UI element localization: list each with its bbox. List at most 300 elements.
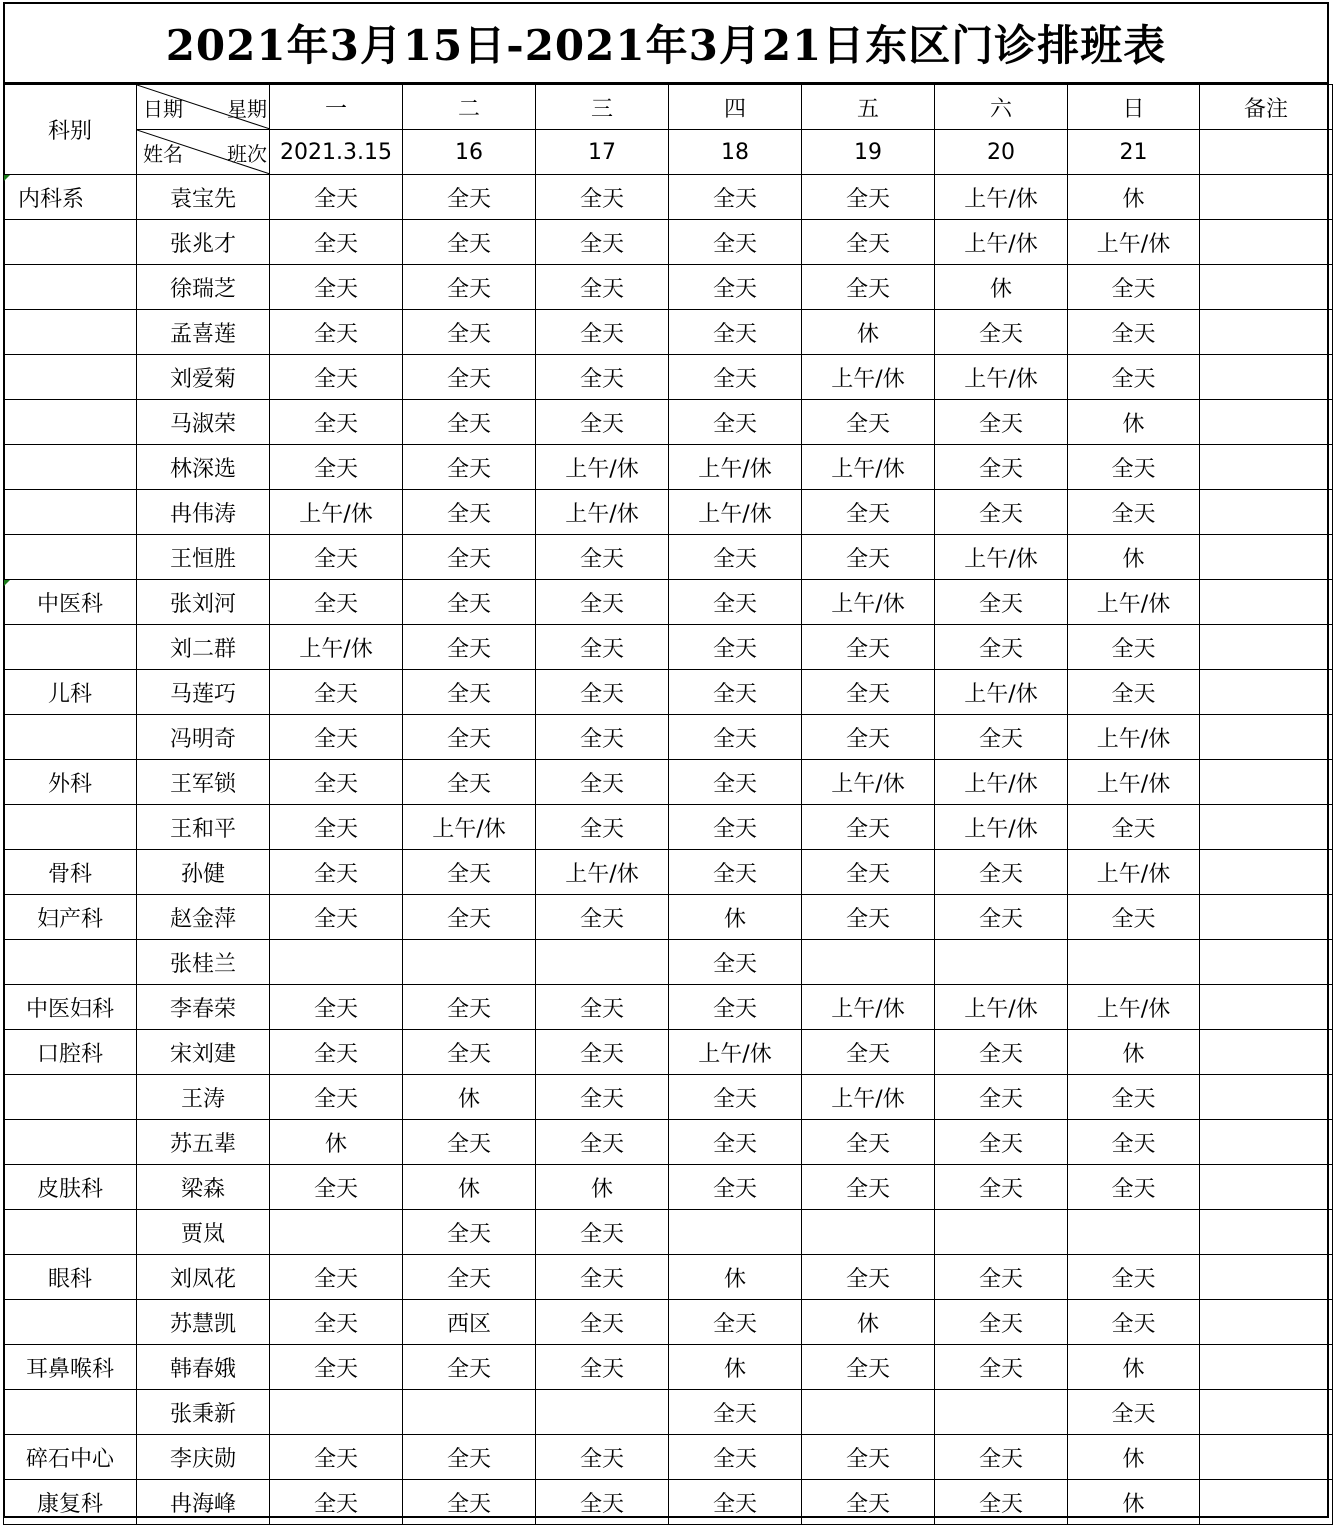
- shift-cell: 上午/休: [1068, 985, 1200, 1030]
- remark-cell: [1200, 1390, 1333, 1435]
- shift-cell: 上午/休: [403, 805, 536, 850]
- date-header: 16: [403, 130, 536, 175]
- shift-cell: 全天: [935, 625, 1068, 670]
- weekday-header: 五: [802, 85, 935, 130]
- name-cell: 苏五辈: [137, 1120, 270, 1165]
- header-row-weekdays: [4, 85, 1333, 130]
- weekday-label: 星期: [227, 97, 267, 121]
- shift-cell: [802, 1210, 935, 1255]
- remark-cell: [1200, 220, 1333, 265]
- shift-cell: 全天: [1068, 1300, 1200, 1345]
- shift-cell: 休: [802, 1300, 935, 1345]
- name-label: 姓名: [143, 142, 183, 166]
- shift-cell: 全天: [270, 355, 403, 400]
- table-row: [4, 1255, 1333, 1300]
- dept-cell: 妇产科: [4, 895, 137, 940]
- shift-cell: 全天: [270, 1300, 403, 1345]
- shift-cell: 全天: [403, 490, 536, 535]
- shift-cell: 全天: [669, 1075, 802, 1120]
- shift-cell: [536, 1390, 669, 1435]
- shift-cell: 休: [1068, 175, 1200, 220]
- weekday-header: 日: [1068, 85, 1200, 130]
- shift-cell: 上午/休: [935, 220, 1068, 265]
- shift-cell: 全天: [935, 1030, 1068, 1075]
- dept-cell: 中医妇科: [4, 985, 137, 1030]
- table-row: [4, 1345, 1333, 1390]
- shift-cell: 全天: [935, 1480, 1068, 1525]
- shift-cell: [536, 940, 669, 985]
- table-row: [4, 625, 1333, 670]
- shift-cell: 全天: [536, 760, 669, 805]
- name-cell: 张桂兰: [137, 940, 270, 985]
- shift-cell: 全天: [935, 490, 1068, 535]
- shift-cell: [403, 1390, 536, 1435]
- shift-cell: 全天: [935, 580, 1068, 625]
- name-cell: 孟喜莲: [137, 310, 270, 355]
- shift-cell: 上午/休: [802, 760, 935, 805]
- shift-cell: 全天: [935, 850, 1068, 895]
- shift-cell: 全天: [403, 625, 536, 670]
- shift-cell: 全天: [669, 1300, 802, 1345]
- name-cell: 张秉新: [137, 1390, 270, 1435]
- remark-cell: [1200, 1120, 1333, 1165]
- shift-cell: 全天: [669, 580, 802, 625]
- name-cell: 徐瑞芝: [137, 265, 270, 310]
- shift-cell: 休: [1068, 1030, 1200, 1075]
- shift-cell: 全天: [669, 1390, 802, 1435]
- shift-cell: 全天: [935, 310, 1068, 355]
- name-cell: 赵金萍: [137, 895, 270, 940]
- shift-cell: 全天: [270, 220, 403, 265]
- shift-cell: 上午/休: [1068, 715, 1200, 760]
- shift-cell: 全天: [403, 895, 536, 940]
- shift-cell: 全天: [1068, 1075, 1200, 1120]
- shift-cell: 上午/休: [935, 175, 1068, 220]
- table-row: [4, 985, 1333, 1030]
- dept-cell: 骨科: [4, 850, 137, 895]
- dept-cell: [4, 355, 137, 400]
- shift-cell: 上午/休: [935, 355, 1068, 400]
- shift-cell: 全天: [270, 715, 403, 760]
- shift-cell: 全天: [270, 850, 403, 895]
- shift-cell: 全天: [669, 355, 802, 400]
- name-cell: 贾岚: [137, 1210, 270, 1255]
- name-cell: 马淑荣: [137, 400, 270, 445]
- name-cell: 冉伟涛: [137, 490, 270, 535]
- shift-cell: 全天: [403, 535, 536, 580]
- dept-cell: [4, 490, 137, 535]
- shift-cell: 全天: [270, 670, 403, 715]
- shift-cell: 全天: [536, 1480, 669, 1525]
- shift-cell: 全天: [403, 1480, 536, 1525]
- shift-cell: 上午/休: [935, 805, 1068, 850]
- weekday-header: 四: [669, 85, 802, 130]
- shift-cell: 上午/休: [669, 445, 802, 490]
- shift-cell: 全天: [669, 1480, 802, 1525]
- shift-cell: 上午/休: [1068, 760, 1200, 805]
- shift-cell: 休: [1068, 400, 1200, 445]
- dept-cell: [4, 220, 137, 265]
- date-header: 19: [802, 130, 935, 175]
- comment-marker-icon: [4, 580, 10, 586]
- shift-cell: 全天: [802, 220, 935, 265]
- shift-cell: 全天: [270, 535, 403, 580]
- table-row: [4, 1300, 1333, 1345]
- remark-cell: [1200, 805, 1333, 850]
- dept-cell: [4, 715, 137, 760]
- shift-cell: 全天: [536, 670, 669, 715]
- remark-cell: [1200, 1210, 1333, 1255]
- shift-cell: 上午/休: [935, 985, 1068, 1030]
- dept-cell: 口腔科: [4, 1030, 137, 1075]
- shift-label: 班次: [227, 142, 267, 166]
- shift-cell: 全天: [536, 895, 669, 940]
- shift-cell: 上午/休: [536, 490, 669, 535]
- table-row: [4, 1435, 1333, 1480]
- shift-cell: 全天: [536, 220, 669, 265]
- shift-cell: 全天: [935, 1075, 1068, 1120]
- name-cell: 王恒胜: [137, 535, 270, 580]
- table-row: [4, 850, 1333, 895]
- dept-cell: 中医科: [4, 580, 137, 625]
- shift-cell: 全天: [669, 850, 802, 895]
- shift-cell: 全天: [403, 850, 536, 895]
- shift-cell: 上午/休: [536, 445, 669, 490]
- name-cell: 李春荣: [137, 985, 270, 1030]
- shift-cell: 全天: [270, 805, 403, 850]
- shift-cell: 全天: [669, 535, 802, 580]
- shift-cell: 全天: [802, 1030, 935, 1075]
- shift-cell: 休: [669, 1255, 802, 1300]
- remark-cell: [1200, 895, 1333, 940]
- shift-cell: 全天: [935, 1345, 1068, 1390]
- shift-cell: 上午/休: [669, 1030, 802, 1075]
- schedule-table: [3, 84, 1333, 1525]
- remark-cell: [1200, 1480, 1333, 1525]
- remark-cell: [1200, 985, 1333, 1030]
- shift-cell: 全天: [1068, 1255, 1200, 1300]
- remark-header: 备注: [1200, 85, 1333, 130]
- name-cell: 宋刘建: [137, 1030, 270, 1075]
- remark-cell: [1200, 1345, 1333, 1390]
- shift-cell: 休: [669, 1345, 802, 1390]
- name-cell: 冉海峰: [137, 1480, 270, 1525]
- table-row: [4, 220, 1333, 265]
- name-cell: 袁宝先: [137, 175, 270, 220]
- shift-cell: 上午/休: [935, 760, 1068, 805]
- table-row: [4, 355, 1333, 400]
- remark-cell: [1200, 265, 1333, 310]
- shift-cell: 休: [403, 1075, 536, 1120]
- shift-cell: 全天: [270, 1165, 403, 1210]
- name-cell: 王和平: [137, 805, 270, 850]
- shift-cell: 上午/休: [935, 670, 1068, 715]
- shift-cell: 全天: [802, 1435, 935, 1480]
- name-cell: 冯明奇: [137, 715, 270, 760]
- shift-cell: 全天: [536, 625, 669, 670]
- shift-cell: 上午/休: [536, 850, 669, 895]
- dept-cell: 儿科: [4, 670, 137, 715]
- shift-cell: 全天: [270, 310, 403, 355]
- shift-cell: [935, 1210, 1068, 1255]
- dept-cell: 内科系: [4, 175, 137, 220]
- shift-cell: 全天: [1068, 310, 1200, 355]
- weekday-header: 六: [935, 85, 1068, 130]
- shift-cell: 全天: [270, 985, 403, 1030]
- remark-cell: [1200, 625, 1333, 670]
- name-cell: 李庆勋: [137, 1435, 270, 1480]
- shift-cell: 全天: [935, 1120, 1068, 1165]
- remark-cell: [1200, 940, 1333, 985]
- table-row: [4, 715, 1333, 760]
- shift-cell: 上午/休: [802, 580, 935, 625]
- shift-cell: 全天: [270, 1480, 403, 1525]
- schedule-sheet: [3, 2, 1329, 1518]
- table-row: [4, 760, 1333, 805]
- shift-cell: 全天: [536, 1210, 669, 1255]
- dept-cell: 眼科: [4, 1255, 137, 1300]
- shift-cell: 全天: [403, 1120, 536, 1165]
- shift-cell: 全天: [935, 1255, 1068, 1300]
- remark-cell: [1200, 1165, 1333, 1210]
- remark-cell: [1200, 670, 1333, 715]
- shift-cell: 全天: [669, 625, 802, 670]
- shift-cell: 全天: [403, 175, 536, 220]
- table-row: [4, 1120, 1333, 1165]
- shift-cell: 上午/休: [669, 490, 802, 535]
- shift-cell: 全天: [669, 805, 802, 850]
- shift-cell: 全天: [403, 670, 536, 715]
- table-row: [4, 1030, 1333, 1075]
- shift-cell: 休: [1068, 1435, 1200, 1480]
- weekday-header: 二: [403, 85, 536, 130]
- shift-cell: 全天: [270, 175, 403, 220]
- remark-cell: [1200, 445, 1333, 490]
- shift-cell: [1068, 1210, 1200, 1255]
- shift-cell: 全天: [270, 1255, 403, 1300]
- table-row: [4, 265, 1333, 310]
- schedule-body: [4, 175, 1333, 1525]
- shift-cell: 上午/休: [935, 535, 1068, 580]
- shift-cell: 全天: [536, 580, 669, 625]
- shift-cell: [270, 940, 403, 985]
- shift-cell: 上午/休: [1068, 850, 1200, 895]
- shift-cell: [802, 1390, 935, 1435]
- table-row: [4, 1165, 1333, 1210]
- remark-cell: [1200, 310, 1333, 355]
- name-cell: 张兆才: [137, 220, 270, 265]
- shift-cell: 全天: [536, 1075, 669, 1120]
- shift-cell: 休: [403, 1165, 536, 1210]
- shift-cell: 全天: [403, 1030, 536, 1075]
- shift-cell: 全天: [669, 220, 802, 265]
- remark-cell: [1200, 1255, 1333, 1300]
- dept-cell: [4, 940, 137, 985]
- shift-cell: 全天: [536, 265, 669, 310]
- remark-cell: [1200, 400, 1333, 445]
- shift-cell: 全天: [270, 760, 403, 805]
- shift-cell: 休: [1068, 535, 1200, 580]
- dept-cell: [4, 310, 137, 355]
- shift-cell: 全天: [1068, 265, 1200, 310]
- shift-cell: 全天: [536, 1345, 669, 1390]
- shift-cell: 全天: [1068, 1390, 1200, 1435]
- dept-cell: [4, 1300, 137, 1345]
- dept-cell: [4, 1120, 137, 1165]
- shift-cell: 全天: [270, 580, 403, 625]
- shift-cell: 全天: [669, 670, 802, 715]
- shift-cell: 全天: [802, 715, 935, 760]
- shift-cell: 全天: [1068, 1165, 1200, 1210]
- shift-cell: 全天: [536, 805, 669, 850]
- shift-cell: 全天: [802, 1480, 935, 1525]
- shift-cell: [802, 940, 935, 985]
- name-cell: 刘爱菊: [137, 355, 270, 400]
- shift-cell: 上午/休: [1068, 220, 1200, 265]
- table-row: [4, 400, 1333, 445]
- weekday-header: 三: [536, 85, 669, 130]
- shift-cell: 全天: [669, 1120, 802, 1165]
- shift-cell: 全天: [669, 310, 802, 355]
- name-cell: 林深选: [137, 445, 270, 490]
- shift-cell: 全天: [270, 265, 403, 310]
- dept-cell: [4, 1210, 137, 1255]
- remark-cell: [1200, 175, 1333, 220]
- shift-cell: 全天: [536, 355, 669, 400]
- shift-cell: 全天: [802, 1345, 935, 1390]
- shift-cell: 全天: [935, 715, 1068, 760]
- dept-cell: [4, 1075, 137, 1120]
- dept-cell: [4, 400, 137, 445]
- shift-cell: 全天: [270, 1075, 403, 1120]
- date-label: 日期: [143, 97, 183, 121]
- table-row: [4, 1390, 1333, 1435]
- shift-cell: 全天: [403, 355, 536, 400]
- shift-cell: 西区: [403, 1300, 536, 1345]
- shift-cell: 全天: [935, 400, 1068, 445]
- shift-cell: 全天: [403, 220, 536, 265]
- shift-cell: 全天: [1068, 1120, 1200, 1165]
- shift-cell: 全天: [536, 400, 669, 445]
- shift-cell: 休: [270, 1120, 403, 1165]
- shift-cell: 全天: [669, 985, 802, 1030]
- name-cell: 王涛: [137, 1075, 270, 1120]
- remark-cell: [1200, 1435, 1333, 1480]
- shift-cell: 全天: [536, 1300, 669, 1345]
- shift-cell: 全天: [1068, 445, 1200, 490]
- dept-cell: [4, 805, 137, 850]
- shift-cell: 全天: [669, 175, 802, 220]
- shift-cell: 全天: [403, 310, 536, 355]
- date-weekday-header: [137, 85, 270, 130]
- dept-cell: [4, 265, 137, 310]
- shift-cell: 全天: [802, 400, 935, 445]
- shift-cell: 全天: [270, 895, 403, 940]
- remark-cell: [1200, 715, 1333, 760]
- dept-cell: [4, 535, 137, 580]
- shift-cell: 休: [1068, 1480, 1200, 1525]
- shift-cell: 全天: [536, 1435, 669, 1480]
- remark-cell: [1200, 490, 1333, 535]
- shift-cell: 全天: [935, 1435, 1068, 1480]
- table-row: [4, 805, 1333, 850]
- name-cell: 孙健: [137, 850, 270, 895]
- remark-cell: [1200, 1030, 1333, 1075]
- shift-cell: 全天: [669, 940, 802, 985]
- table-row: [4, 1480, 1333, 1525]
- shift-cell: 全天: [536, 1255, 669, 1300]
- shift-cell: 全天: [802, 850, 935, 895]
- shift-cell: 全天: [403, 445, 536, 490]
- shift-cell: 休: [802, 310, 935, 355]
- shift-cell: 全天: [536, 310, 669, 355]
- name-shift-header: [137, 130, 270, 175]
- date-header: 21: [1068, 130, 1200, 175]
- shift-cell: 上午/休: [802, 355, 935, 400]
- shift-cell: 全天: [802, 1120, 935, 1165]
- remark-cell: [1200, 760, 1333, 805]
- shift-cell: 全天: [1068, 805, 1200, 850]
- dept-cell: 耳鼻喉科: [4, 1345, 137, 1390]
- shift-cell: 全天: [802, 670, 935, 715]
- remark-header-blank: [1200, 130, 1333, 175]
- shift-cell: 全天: [403, 985, 536, 1030]
- shift-cell: 全天: [802, 490, 935, 535]
- shift-cell: 全天: [802, 1255, 935, 1300]
- shift-cell: 全天: [802, 895, 935, 940]
- dept-cell: 皮肤科: [4, 1165, 137, 1210]
- name-cell: 刘凤花: [137, 1255, 270, 1300]
- shift-cell: 全天: [669, 1435, 802, 1480]
- dept-cell: 康复科: [4, 1480, 137, 1525]
- shift-cell: 全天: [403, 1210, 536, 1255]
- remark-cell: [1200, 355, 1333, 400]
- shift-cell: 全天: [270, 445, 403, 490]
- date-header: 2021.3.15: [270, 130, 403, 175]
- shift-cell: 全天: [802, 535, 935, 580]
- remark-cell: [1200, 850, 1333, 895]
- name-cell: 马莲巧: [137, 670, 270, 715]
- table-row: [4, 670, 1333, 715]
- shift-cell: 全天: [536, 1030, 669, 1075]
- shift-cell: 全天: [802, 1165, 935, 1210]
- dept-cell: 碎石中心: [4, 1435, 137, 1480]
- weekday-header: 一: [270, 85, 403, 130]
- table-row: [4, 940, 1333, 985]
- page-title: 2021年3月15日-2021年3月21日东区门诊排班表: [5, 4, 1327, 84]
- shift-cell: 全天: [403, 1255, 536, 1300]
- name-cell: 韩春娥: [137, 1345, 270, 1390]
- shift-cell: 全天: [536, 175, 669, 220]
- shift-cell: [935, 1390, 1068, 1435]
- date-header: 17: [536, 130, 669, 175]
- shift-cell: 全天: [270, 1345, 403, 1390]
- shift-cell: [669, 1210, 802, 1255]
- shift-cell: 全天: [669, 1165, 802, 1210]
- shift-cell: 全天: [669, 265, 802, 310]
- shift-cell: 休: [669, 895, 802, 940]
- name-cell: 刘二群: [137, 625, 270, 670]
- shift-cell: 全天: [1068, 355, 1200, 400]
- shift-cell: 全天: [935, 895, 1068, 940]
- shift-cell: [1068, 940, 1200, 985]
- shift-cell: 全天: [669, 715, 802, 760]
- remark-cell: [1200, 580, 1333, 625]
- dept-cell: [4, 625, 137, 670]
- date-header: 18: [669, 130, 802, 175]
- shift-cell: 全天: [536, 535, 669, 580]
- shift-cell: 全天: [403, 400, 536, 445]
